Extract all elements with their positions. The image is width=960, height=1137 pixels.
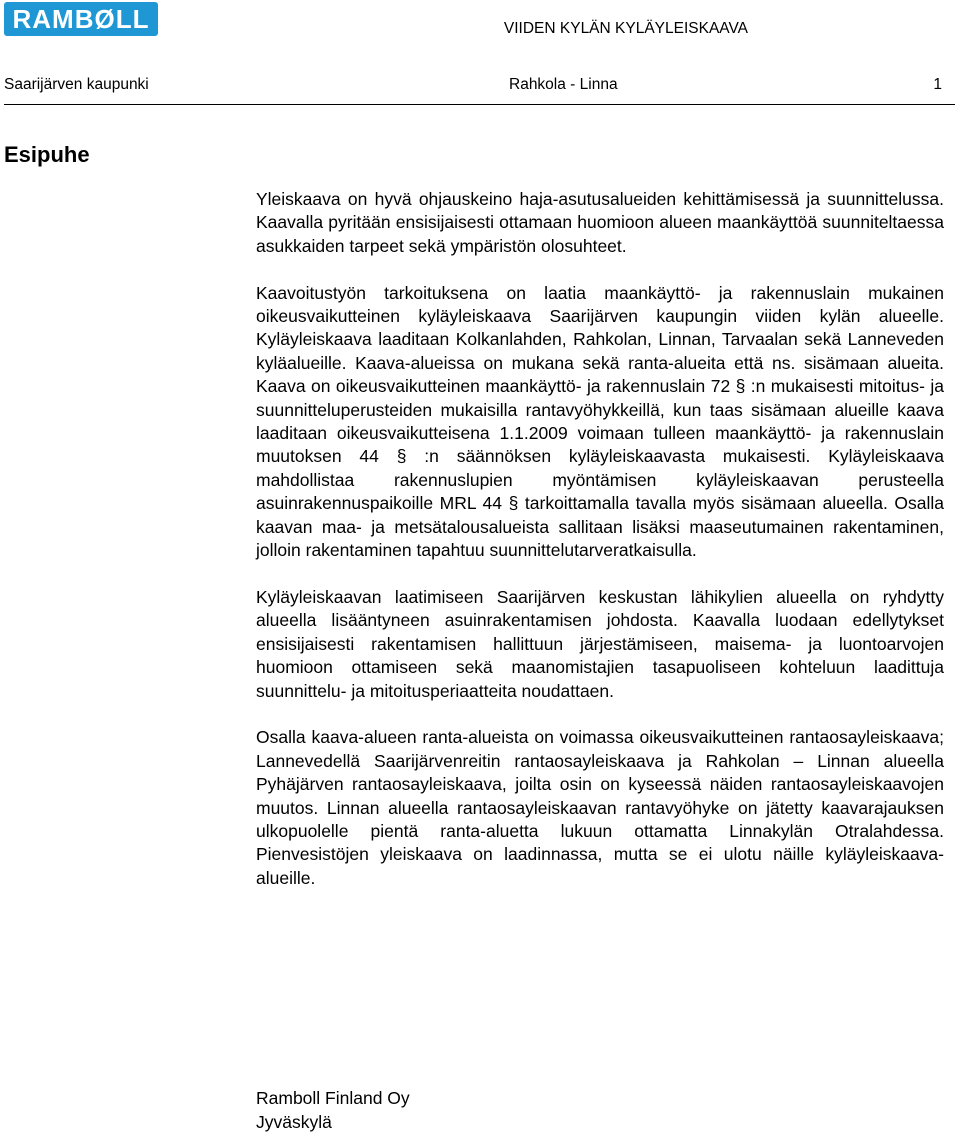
document-title: VIIDEN KYLÄN KYLÄYLEISKAAVA bbox=[503, 20, 748, 37]
header-client: Saarijärven kaupunki bbox=[4, 76, 149, 93]
signature-company: Ramboll Finland Oy bbox=[256, 1088, 410, 1108]
paragraph: Yleiskaava on hyvä ohjauskeino haja-asutusalueiden kehittämisessä ja suunnittelussa. Kaavalla pyritään ensisijaisesti ottamaan huomioon alueen maankäyttöä suunniteltaessa asukkaiden tarpeet sekä ympäristön olosuhteet. bbox=[256, 189, 944, 256]
page-number: 1 bbox=[933, 76, 942, 93]
signature-block bbox=[256, 1086, 410, 1134]
paragraph: Osalla kaava-alueen ranta-alueista on voimassa oikeusvaikutteinen rantaosayleiskaava; Lannevedellä Saarijärvenreitin rantaosayleiskaava ja Rahkolan – Linnan alueella Pyhäjärven rantaosayleiskaava, joilta osin on kyseessä näiden rantaosayleiskaavojen muutos. Linnan alueella rantaosayleiskaavan rantavyöhyke on jätetty kaavarajauksen ulkopuolelle pientä ranta-aluetta lukuun ottamatta Linnakylän Otralahdessa. Pienvesistöjen yleiskaava on laadinnassa, mutta se ei ulotu näille kyläyleiskaava-alueille. bbox=[256, 727, 944, 888]
body-text bbox=[256, 188, 944, 914]
section-title: Esipuhe bbox=[4, 142, 90, 167]
ramboll-logo bbox=[4, 2, 158, 36]
logo-text: RAMBØLL bbox=[12, 4, 150, 34]
signature-city: Jyväskylä bbox=[256, 1112, 332, 1132]
page-header bbox=[4, 74, 956, 96]
header-divider bbox=[4, 104, 955, 105]
paragraph: Kaavoitustyön tarkoituksena on laatia maankäyttö- ja rakennuslain mukainen oikeusvaikutteinen kyläyleiskaava Saarijärven kaupungin viiden kylän alueelle. Kyläyleiskaava laaditaan Kolkanlahden, Rahkolan, Linnan, Tarvaalan sekä Lanneveden kyläalueille. Kaava-alueissa on mukana sekä ranta-alueita että ns. sisämaan alueita. Kaava on oikeusvaikutteinen maankäyttö- ja rakennuslain 72 § :n mukaisesti mitoitus- ja suunnitteluperusteiden mukaisilla rantavyöhykkeillä, kun taas sisämaan alueille kaava laaditaan oikeusvaikutteisena 1.1.2009 voimaan tulleen maankäyttö- ja rakennuslain muutoksen 44 § :n säännöksen kyläyleiskaavasta mukaisesti. Kyläyleiskaava mahdollistaa rakennuslupien myöntämisen kyläyleiskaavan perusteella asuinrakennuspaikoille MRL 44 § tarkoittamalla tavalla myös sisämaan alueella. Osalla kaavan maa- ja metsätalousalueista sallitaan lisäksi maaseutumainen rakentaminen, jolloin rakentaminen tapahtuu suunnittelutarveratkaisulla. bbox=[256, 282, 944, 561]
paragraph: Kyläyleiskaavan laatimiseen Saarijärven keskustan lähikylien alueella on ryhdytty alueella lisääntyneen asuinrakentamisen johdosta. Kaavalla luodaan edellytykset ensisijaisesti rakentamisen hallittuun järjestämiseen, maisema- ja luontoarvojen huomioon ottamiseen sekä maanomistajien tasapuoliseen kohteluun laadittuja suunnittelu- ja mitoitusperiaatteita noudattaen. bbox=[256, 586, 944, 701]
header-area: Rahkola - Linna bbox=[509, 76, 618, 93]
